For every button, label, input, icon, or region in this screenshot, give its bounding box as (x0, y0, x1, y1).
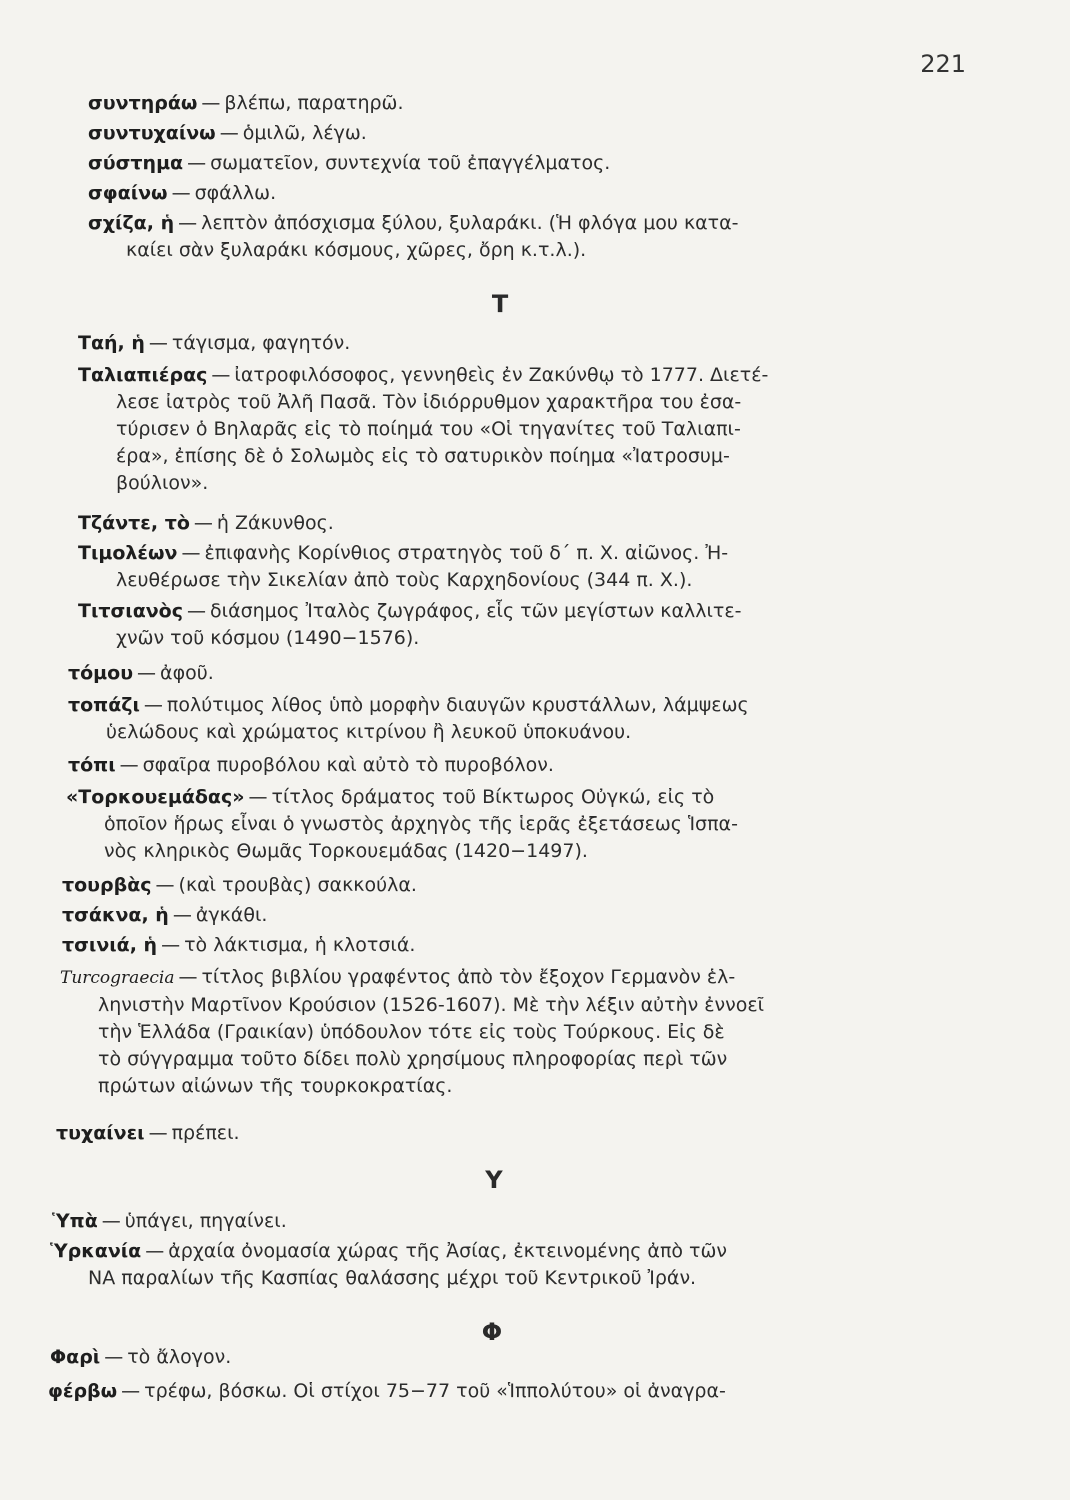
entry-term: σφαίνω (88, 182, 168, 204)
entry-definition: διάσημος Ἰταλὸς ζωγράφος, εἷς τῶν μεγίστων καλλιτε- (210, 600, 742, 622)
entry-term: Ταλιαπιέρας (78, 364, 208, 386)
entry-term: συντυχαίνω (88, 122, 216, 144)
entry-definition: τὸ ἄλογον. (127, 1346, 232, 1368)
entry-term: Ταή, ἡ (78, 332, 145, 354)
entry-definition: ἡ Ζάκυνθος. (216, 512, 334, 534)
entry-definition-continued: τύρισεν ὁ Βηλαρᾶς εἰς τὸ ποίημά του «Οἱ τηγανίτες τοῦ Ταλιαπι- (116, 418, 741, 440)
entry-dash: — (145, 1240, 165, 1262)
entry-term: Τιτσιανὸς (78, 600, 184, 622)
entry-definition: βλέπω, παρατηρῶ. (224, 92, 404, 114)
entry-dash: — (211, 364, 231, 386)
entry-dash: — (181, 542, 201, 564)
list-item (62, 902, 267, 929)
list-item (88, 90, 404, 117)
entry-term: τουρβὰς (62, 874, 152, 896)
entry-term: Ὑρκανία (50, 1240, 142, 1262)
entry-term: τσινιά, ἡ (62, 934, 158, 956)
entry-dash: — (119, 754, 139, 776)
list-item (52, 1208, 287, 1235)
entry-definition: τὸ λάκτισμα, ἡ κλοτσιά. (184, 934, 416, 956)
entry-definition: ἀγκάθι. (195, 904, 268, 926)
entry-dash: — (148, 332, 168, 354)
entry-term: Φαρὶ (50, 1346, 101, 1368)
entry-definition: (καὶ τρουβὰς) σακκούλα. (178, 874, 417, 896)
list-item (78, 598, 741, 652)
entry-definition-continued: ὑελώδους καὶ χρώματος κιτρίνου ἢ λευκοῦ ὑποκυάνου. (106, 721, 632, 743)
list-item (62, 932, 415, 959)
entry-term: Τιμολέων (78, 542, 178, 564)
entry-dash: — (171, 182, 191, 204)
entry-dash: — (137, 662, 157, 684)
entry-definition-continued: λευθέρωσε τὴν Σικελίαν ἀπὸ τοὺς Καρχηδονίους (344 π. Χ.). (116, 569, 693, 591)
entry-dash: — (155, 874, 175, 896)
entry-dash: — (187, 152, 207, 174)
entry-term: συντηράω (88, 92, 198, 114)
list-item (48, 1378, 726, 1405)
entry-term: τσάκνα, ἡ (62, 904, 169, 926)
section-heading-f: Φ (481, 1318, 503, 1346)
entry-definition-continued: χνῶν τοῦ κόσμου (1490−1576). (116, 627, 420, 649)
entry-term: σύστημα (88, 152, 184, 174)
entry-term: Turcograecia (60, 968, 175, 988)
entry-definition: ἐπιφανὴς Κορίνθιος στρατηγὸς τοῦ δ΄ π. Χ. αἰῶνος. Ἠ- (204, 542, 729, 564)
entry-definition-continued: έρα», ἐπίσης δὲ ὁ Σολωμὸς εἰς τὸ σατυρικὸν ποίημα «Ἰατροσυμ- (116, 445, 730, 467)
list-item (68, 692, 749, 746)
section-heading-t: Τ (491, 290, 509, 318)
entry-dash: — (161, 934, 181, 956)
list-item (88, 210, 739, 264)
entry-dash: — (172, 904, 192, 926)
entry-dash: — (178, 966, 198, 988)
entry-definition: σφαῖρα πυροβόλου καὶ αὐτὸ τὸ πυροβόλον. (142, 754, 554, 776)
entry-definition-continued: ΝΑ παραλίων τῆς Κασπίας θαλάσσης μέχρι τοῦ Κεντρικοῦ Ἰράν. (88, 1267, 697, 1289)
list-item (56, 1120, 240, 1147)
entry-definition: λεπτὸν ἀπόσχισμα ξύλου, ξυλαράκι. (Ἡ φλόγα μου κατα- (201, 212, 739, 234)
entry-definition: ἀφοῦ. (160, 662, 214, 684)
list-item (78, 362, 768, 497)
entry-definition-continued: ὁποῖον ἥρως εἶναι ὁ γνωστὸς ἀρχηγὸς τῆς ἱερᾶς ἐξετάσεως Ἱσπα- (104, 813, 738, 835)
entry-term: τόμου (68, 662, 134, 684)
entry-definition: τίτλος βιβλίου γραφέντος ἀπὸ τὸν ἔξοχον Γερμανὸν ἑλ- (201, 966, 736, 988)
entry-definition: ὑπάγει, πηγαίνει. (124, 1210, 287, 1232)
entry-term: Ὑπὰ (52, 1210, 98, 1232)
entry-definition-continued: βούλιον». (116, 472, 209, 494)
entry-dash: — (121, 1380, 141, 1402)
entry-dash: — (193, 512, 213, 534)
entry-dash: — (219, 122, 239, 144)
list-item (78, 330, 350, 357)
entry-definition: ἀρχαία ὀνομασία χώρας τῆς Ἀσίας, ἐκτεινομένης ἀπὸ τῶν (168, 1240, 728, 1262)
page-number: 221 (920, 50, 966, 78)
list-item (50, 1344, 231, 1371)
entry-definition-continued: νὸς κληρικὸς Θωμᾶς Τορκουεμάδας (1420−1497). (104, 840, 588, 862)
entry-dash: — (104, 1346, 124, 1368)
entry-dash: — (187, 600, 207, 622)
entry-definition: πρέπει. (171, 1122, 240, 1144)
entry-dash: — (178, 212, 198, 234)
entry-definition: σωματεῖον, συντεχνία τοῦ ἐπαγγέλματος. (210, 152, 611, 174)
entry-definition-continued: λεσε ἰατρὸς τοῦ Ἀλῆ Πασᾶ. Τὸν ἰδιόρρυθμον χαρακτῆρα του ἐσα- (116, 391, 742, 413)
entry-dash: — (143, 694, 163, 716)
list-item (88, 120, 367, 147)
entry-definition: τίτλος δράματος τοῦ Βίκτωρος Οὐγκώ, εἰς τὸ (271, 786, 715, 808)
list-item (60, 964, 764, 1100)
entry-dash: — (248, 786, 268, 808)
entry-definition-continued: τὸ σύγγραμμα τοῦτο δίδει πολὺ χρησίμους πληροφορίας περὶ τῶν (98, 1048, 728, 1070)
list-item (62, 872, 417, 899)
entry-dash: — (101, 1210, 121, 1232)
entry-term: Τζάντε, τὸ (78, 512, 190, 534)
entry-definition: σφάλλω. (194, 182, 277, 204)
entry-definition: τρέφω, βόσκω. Οἱ στίχοι 75−77 τοῦ «Ἱππολύτου» οἱ ἀναγρα- (144, 1380, 726, 1402)
entry-term: τοπάζι (68, 694, 140, 716)
list-item (50, 1238, 727, 1292)
entry-definition: ὁμιλῶ, λέγω. (242, 122, 367, 144)
list-item (66, 784, 738, 865)
list-item (68, 752, 554, 779)
entry-dash: — (148, 1122, 168, 1144)
list-item (78, 510, 334, 537)
entry-definition-continued: ληνιστὴν Μαρτῖνον Κρούσιον (1526-1607). Μὲ τὴν λέξιν αὐτὴν ἐννοεῖ (98, 994, 765, 1016)
entry-definition-continued: πρώτων αἰώνων τῆς τουρκοκρατίας. (98, 1075, 453, 1097)
entry-definition: τάγισμα, φαγητόν. (171, 332, 351, 354)
list-item (68, 660, 214, 687)
list-item (88, 150, 610, 177)
list-item (78, 540, 728, 594)
entry-definition-continued: καίει σὰν ξυλαράκι κόσμους, χῶρες, ὄρη κ.τ.λ.). (126, 239, 587, 261)
entry-term: φέρβω (48, 1380, 118, 1402)
entry-term: «Τορκουεμάδας» (66, 786, 245, 808)
section-heading-y: Υ (485, 1166, 503, 1194)
entry-term: τόπι (68, 754, 116, 776)
entry-definition: ἰατροφιλόσοφος, γεννηθεὶς ἐν Ζακύνθῳ τὸ 1777. Διετέ- (234, 364, 769, 386)
list-item (88, 180, 276, 207)
entry-term: σχίζα, ἡ (88, 212, 175, 234)
entry-definition-continued: τὴν Ἑλλάδα (Γραικίαν) ὑπόδουλον τότε εἰς τοὺς Τούρκους. Εἰς δὲ (98, 1021, 725, 1043)
entry-dash: — (201, 92, 221, 114)
entry-term: τυχαίνει (56, 1122, 145, 1144)
entry-definition: πολύτιμος λίθος ὑπὸ μορφὴν διαυγῶν κρυστάλλων, λάμψεως (166, 694, 749, 716)
